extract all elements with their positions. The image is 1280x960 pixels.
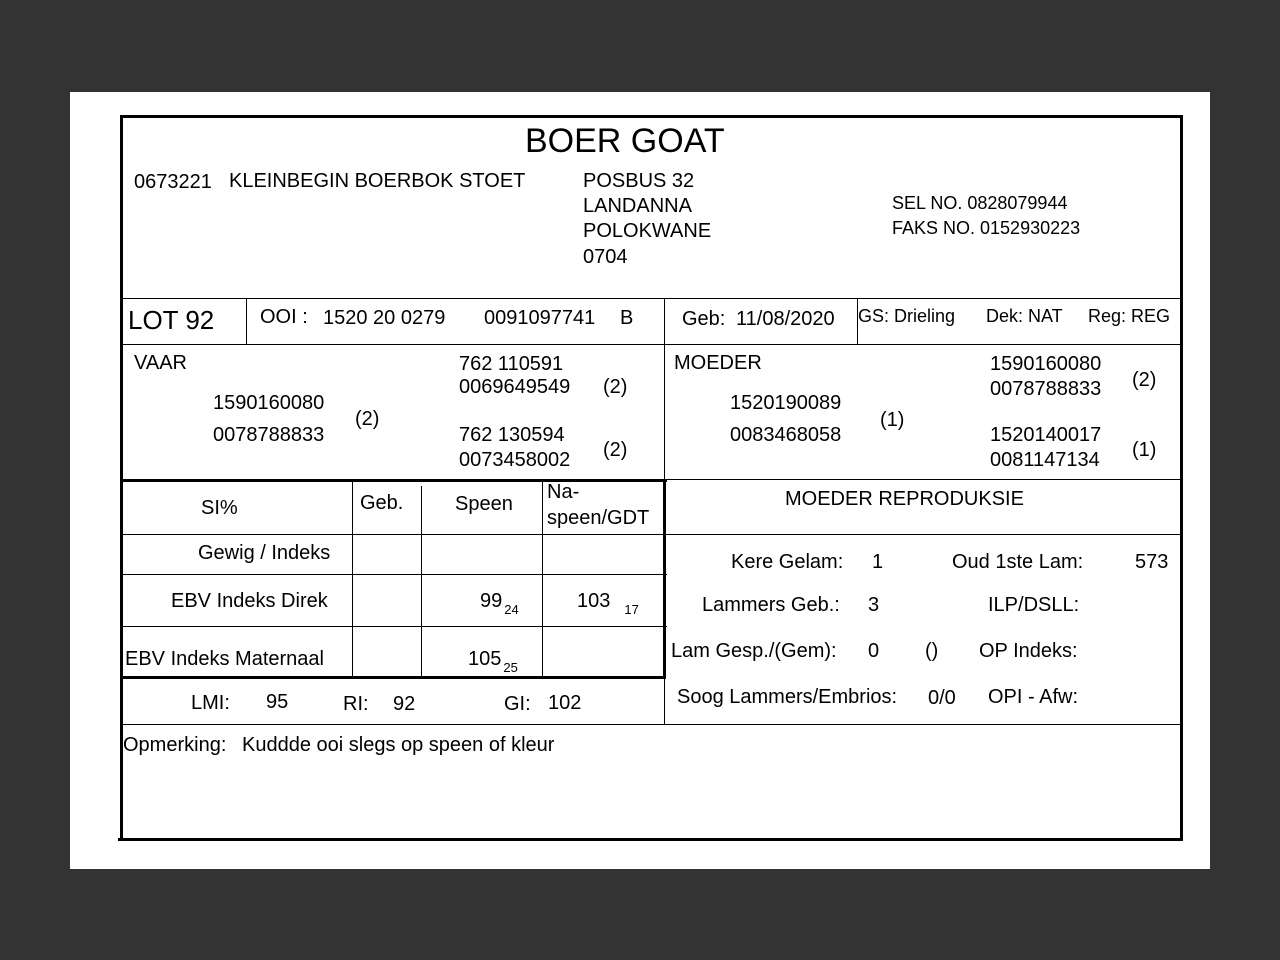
frame-left (120, 115, 123, 839)
divider-header (123, 298, 1181, 299)
geb-header: Geb. (360, 492, 404, 514)
lambs-born-value: 3 (868, 594, 880, 616)
sire-sire-grade: (2) (603, 376, 628, 398)
birth-status: GS: Drieling (858, 306, 956, 326)
birth-date-label: Geb: (682, 308, 726, 330)
dam-dam-reg: 1520140017 (990, 424, 1102, 446)
address-line-3: POLOKWANE (583, 220, 712, 242)
sire-dam-id: 0073458002 (459, 449, 571, 471)
divider-pedigree-right (666, 479, 1181, 480)
registration-status: Reg: REG (1088, 306, 1171, 326)
address-line-4: 0704 (583, 246, 628, 268)
ebv-maternal-speen-accuracy: 25 (503, 660, 518, 675)
frame-right (1180, 115, 1183, 841)
ooi-id-number: 0091097741 (484, 307, 596, 329)
sire-sire-reg: 762 110591 (459, 353, 564, 375)
ebv-direct-naspeen: 103 $_{17}$ (577, 590, 639, 617)
dam-id: 0083468058 (730, 424, 842, 446)
dam-dam-id: 0081147134 (990, 449, 1100, 471)
lmi-value: 95 (266, 691, 289, 713)
row-label-ebv-direct: EBV Indeks Direk (171, 590, 328, 612)
address-line-2: LANDANNA (583, 195, 692, 217)
ri-value: 92 (393, 693, 416, 715)
birth-date: 11/08/2020 (736, 308, 835, 330)
age-first-lamb-value: 573 (1135, 551, 1169, 573)
divider-si-col2 (421, 486, 422, 678)
remarks-text: Kuddde ooi slegs op speen of kleur (242, 734, 555, 756)
divider-si-row2 (123, 626, 667, 627)
divider-si-col1 (352, 482, 353, 678)
mating-type: Dek: NAT (986, 306, 1063, 326)
lambs-weaned-label: Lam Gesp./(Gem): (671, 640, 837, 662)
ooi-reg-number: 1520 20 0279 (323, 307, 446, 329)
naspeen-header-line1: Na- (547, 481, 580, 503)
card-title: BOER GOAT (525, 122, 725, 160)
lmi-label: LMI: (191, 692, 230, 714)
lambs-weaned-avg: () (925, 640, 939, 662)
opi-deviation-label: OPI - Afw: (988, 686, 1079, 708)
divider-pedigree-left (122, 479, 667, 482)
row-label-weight-index: Gewig / Indeks (198, 542, 331, 564)
dam-sire-grade: (2) (1132, 369, 1157, 391)
cell-number: SEL NO. 0828079944 (892, 193, 1068, 213)
times-lambed-value: 1 (872, 551, 884, 573)
nursed-lambs-value: 0/0 (928, 687, 956, 709)
row-label-ebv-maternal: EBV Indeks Maternaal (125, 648, 324, 670)
ilp-dsll-label: ILP/DSLL: (988, 594, 1080, 616)
naspeen-header-line2: speen/GDT (547, 507, 650, 529)
dam-sire-reg: 1590160080 (990, 353, 1102, 375)
ooi-label: OOI : (260, 306, 308, 328)
dam-reg: 1520190089 (730, 392, 842, 414)
times-lambed-label: Kere Gelam: (731, 551, 844, 573)
fax-number: FAKS NO. 0152930223 (892, 218, 1081, 238)
ebv-direct-naspeen-accuracy: 17 (624, 602, 639, 617)
sire-id: 0078788833 (213, 424, 325, 446)
age-first-lamb-label: Oud 1ste Lam: (952, 551, 1084, 573)
ooi-grade: B (620, 307, 634, 329)
divider-summary (123, 724, 1181, 725)
divider-si-right (663, 480, 666, 679)
si-header: SI% (201, 497, 238, 519)
sire-label: VAAR (134, 352, 187, 374)
op-index-label: OP Indeks: (979, 640, 1078, 662)
divider-si-col3 (542, 482, 543, 678)
ebv-direct-speen-accuracy: 24 (504, 602, 519, 617)
dam-label: MOEDER (674, 352, 762, 374)
dam-grade: (1) (880, 409, 905, 431)
divider-repro-title (666, 534, 1181, 535)
divider-si-header (123, 534, 667, 535)
divider-si-row1 (123, 574, 667, 575)
frame-bottom (118, 838, 1181, 841)
address-line-1: POSBUS 32 (583, 170, 695, 192)
sire-sire-id: 0069649549 (459, 376, 571, 398)
remarks-label: Opmerking: (123, 734, 227, 756)
breeder-number: 0673221 (134, 171, 212, 193)
repro-title: MOEDER REPRODUKSIE (785, 488, 1024, 510)
sire-dam-reg: 762 130594 (459, 424, 565, 446)
speen-header: Speen (455, 493, 513, 515)
frame-top (120, 115, 1183, 118)
breeder-name: KLEINBEGIN BOERBOK STOET (229, 170, 526, 192)
divider-lot (123, 344, 1181, 345)
dam-dam-grade: (1) (1132, 439, 1157, 461)
lot-card-sheet (70, 92, 1210, 869)
sire-dam-grade: (2) (603, 439, 628, 461)
sire-reg: 1590160080 (213, 392, 325, 414)
divider-lot-col (246, 298, 247, 344)
lot-number: LOT 92 (128, 305, 215, 335)
lambs-weaned-value: 0 (868, 640, 880, 662)
gi-label: GI: (504, 693, 531, 715)
nursed-lambs-label: Soog Lammers/Embrios: (677, 686, 898, 708)
sire-grade: (2) (355, 408, 380, 430)
ebv-direct-speen: 99 $_{24}$ (480, 590, 519, 617)
divider-si-bottom (123, 676, 666, 679)
dam-sire-id: 0078788833 (990, 378, 1102, 400)
ri-label: RI: (343, 693, 369, 715)
gi-value: 102 (548, 692, 582, 714)
lambs-born-label: Lammers Geb.: (702, 594, 840, 616)
ebv-maternal-speen: 105 $_{25}$ (468, 648, 518, 675)
